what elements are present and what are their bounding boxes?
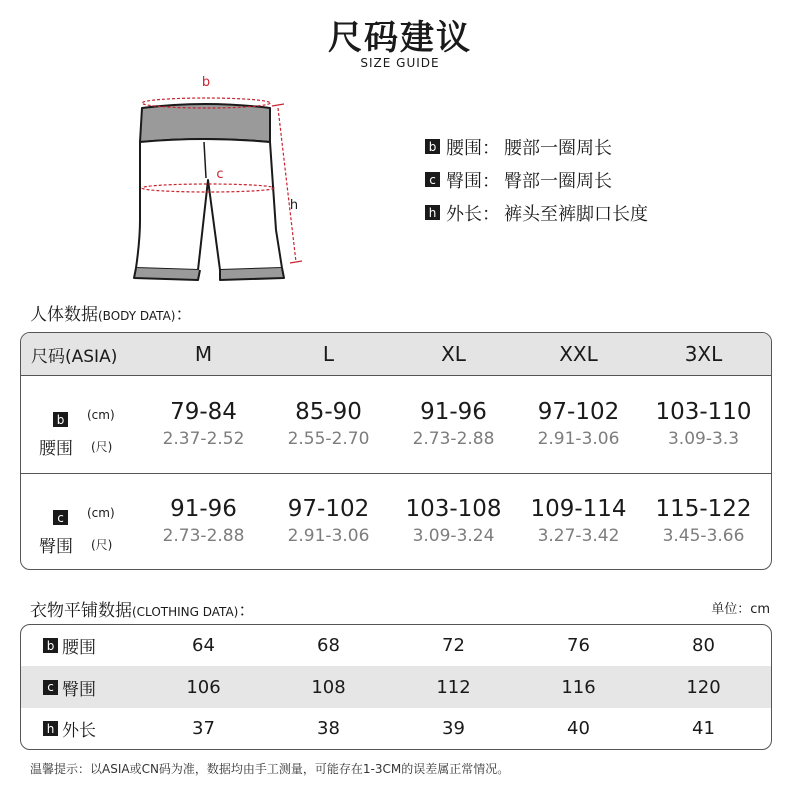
- table-cell: 116: [561, 676, 596, 698]
- row-header: [21, 474, 141, 570]
- row-header: [21, 716, 141, 741]
- table-cell: 103-108 3.09-3.24: [405, 496, 502, 546]
- unit-cm: (cm): [87, 408, 115, 422]
- table-cell: 108: [311, 676, 346, 698]
- table-cell: 40: [567, 718, 590, 739]
- table-cell: 91-96 2.73-2.88: [412, 398, 495, 449]
- legend-term: 外长：: [446, 203, 500, 225]
- table-cell: 80: [692, 635, 715, 656]
- label-c: c: [216, 167, 224, 182]
- legend-desc: 裤头至裤脚口长度: [504, 203, 648, 225]
- row-header: [21, 376, 141, 473]
- label-b: b: [201, 75, 211, 90]
- clothing-data-label: 衣物平铺数据(CLOTHING DATA)：: [30, 601, 256, 621]
- table-header-row: [21, 333, 771, 376]
- tag-c-icon: c: [425, 172, 440, 187]
- tag-b-icon: b: [53, 412, 68, 427]
- legend-term: 腰围：: [446, 137, 500, 159]
- table-cell: 97-102 2.91-3.06: [287, 496, 370, 546]
- row-name: 外长: [62, 721, 96, 741]
- table-cell: 85-90 2.55-2.70: [287, 398, 370, 449]
- size-col-l: L: [322, 342, 335, 366]
- tag-h-icon: h: [425, 205, 440, 220]
- table-cell: 38: [317, 718, 340, 739]
- row-name: 臀围: [39, 537, 73, 557]
- table-cell: 72: [442, 635, 465, 656]
- size-header: 尺码(ASIA): [31, 346, 118, 367]
- clothing-data-table: [20, 624, 772, 750]
- legend-row-hip: [425, 163, 648, 196]
- table-row-hip: [21, 473, 771, 570]
- table-cell: 76: [567, 635, 590, 656]
- legend-row-length: [425, 196, 648, 229]
- measurement-legend: [425, 130, 648, 229]
- table-row-hip: [21, 666, 771, 708]
- table-cell: 103-110 3.09-3.3: [655, 398, 752, 449]
- table-row-length: [21, 708, 771, 749]
- row-header: [21, 675, 141, 700]
- tag-h-icon: h: [43, 721, 58, 736]
- body-data-label: 人体数据(BODY DATA)：: [30, 305, 193, 325]
- table-cell: 68: [317, 635, 340, 656]
- row-name: 臀围: [62, 679, 96, 700]
- size-col-m: M: [194, 342, 213, 366]
- page-subtitle: SIZE GUIDE: [360, 56, 440, 70]
- unit-cm: (cm): [87, 506, 115, 520]
- table-row-waist: [21, 625, 771, 666]
- table-cell: 39: [442, 718, 465, 739]
- size-col-3xl: 3XL: [684, 342, 723, 366]
- row-name: 腰围: [62, 638, 96, 658]
- table-cell: 97-102 2.91-3.06: [537, 398, 620, 449]
- size-col-xxl: XXL: [559, 342, 598, 366]
- table-cell: 109-114 3.27-3.42: [530, 496, 627, 546]
- page-title: 尺码建议: [328, 18, 472, 58]
- table-cell: 106: [186, 676, 221, 698]
- table-cell: 79-84 2.37-2.52: [162, 398, 245, 449]
- footer-note: 温馨提示：以ASIA或CN码为准，数据均由手工测量，可能存在1-3CM的误差属正常情况。: [30, 762, 510, 776]
- legend-row-waist: [425, 130, 648, 163]
- body-data-table: [20, 332, 772, 570]
- tag-b-icon: b: [43, 638, 58, 653]
- unit-chi: (尺): [91, 538, 113, 552]
- table-cell: 37: [192, 718, 215, 739]
- table-cell: 112: [436, 676, 471, 698]
- length-measure-line: [278, 108, 299, 262]
- tag-c-icon: c: [53, 510, 68, 525]
- legend-desc: 臀部一圈周长: [504, 170, 612, 192]
- length-bottom-cap: [290, 261, 302, 263]
- table-cell: 41: [692, 718, 715, 739]
- table-cell: 120: [686, 676, 721, 698]
- legend-term: 臀围：: [446, 170, 500, 192]
- row-name: 腰围: [39, 439, 73, 459]
- shorts-diagram: [120, 70, 320, 290]
- row-header: [21, 633, 141, 658]
- tag-b-icon: b: [425, 139, 440, 154]
- length-top-cap: [272, 104, 284, 106]
- label-h: h: [289, 198, 299, 213]
- size-col-xl: XL: [441, 342, 466, 366]
- unit-chi: (尺): [91, 440, 113, 454]
- legend-desc: 腰部一圈周长: [504, 137, 612, 159]
- table-cell: 115-122 3.45-3.66: [655, 496, 752, 546]
- tag-c-icon: c: [43, 680, 58, 695]
- table-cell: 64: [192, 635, 215, 656]
- unit-label: 单位：cm: [711, 602, 770, 617]
- table-row-waist: [21, 376, 771, 473]
- table-cell: 91-96 2.73-2.88: [162, 496, 245, 546]
